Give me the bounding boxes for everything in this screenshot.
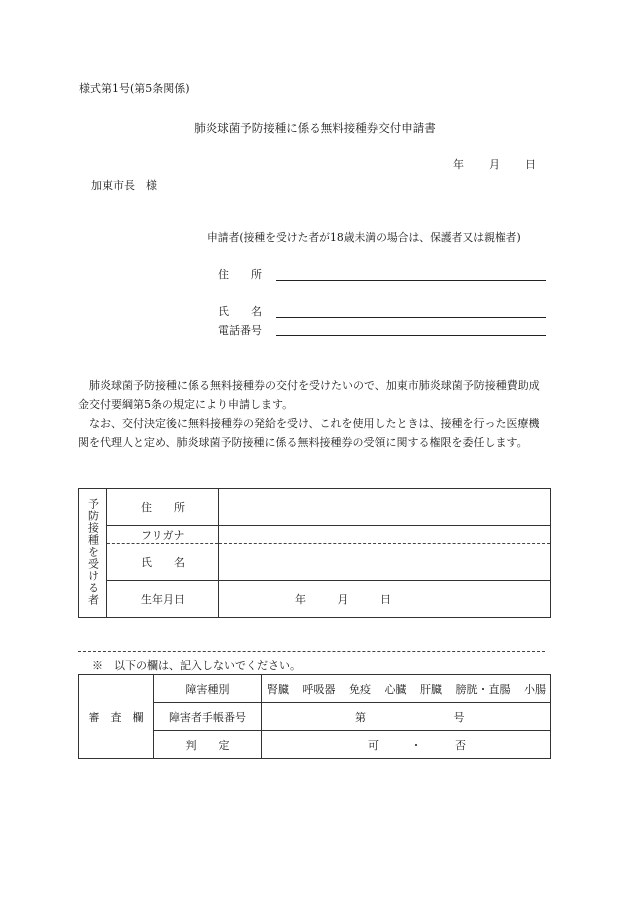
recipient-address-label: 住 所 bbox=[107, 489, 219, 526]
applicant-address-label: 住 所 bbox=[218, 268, 262, 281]
cut-line-divider bbox=[78, 651, 545, 652]
judgment-ng: 否 bbox=[455, 738, 466, 752]
office-use-note: ※ 以下の欄は、記入しないでください。 bbox=[92, 659, 301, 672]
review-table bbox=[78, 674, 551, 759]
review-side-label: 審 査 欄 bbox=[79, 675, 154, 759]
disability-type-item: 免疫 bbox=[349, 682, 371, 696]
recipient-table bbox=[78, 488, 551, 618]
judgment-label: 判 定 bbox=[154, 731, 262, 759]
dob-day-label: 日 bbox=[380, 593, 391, 606]
recipient-furigana-field[interactable] bbox=[219, 526, 551, 544]
disability-types-list bbox=[267, 681, 546, 697]
applicant-name-line[interactable] bbox=[276, 317, 546, 318]
applicant-name-label: 氏 名 bbox=[218, 305, 262, 318]
dob-year-label: 年 bbox=[295, 593, 306, 606]
date-month-label: 月 bbox=[489, 158, 500, 171]
date-year-label: 年 bbox=[453, 158, 464, 171]
judgment-ok: 可 bbox=[368, 738, 379, 752]
body-paragraph-1: 肺炎球菌予防接種に係る無料接種券の交付を受けたいので、加東市肺炎球菌予防接種費助成金交付要綱第5条の規定により申請します。 bbox=[78, 379, 540, 411]
disability-type-label: 障害種別 bbox=[154, 675, 262, 703]
recipient-side-cell bbox=[79, 489, 107, 618]
applicant-phone-line[interactable] bbox=[276, 335, 546, 336]
recipient-dob-field[interactable] bbox=[219, 581, 551, 618]
recipient-name-field[interactable] bbox=[219, 544, 551, 581]
addressee: 加東市長 様 bbox=[91, 179, 157, 192]
recipient-address-field[interactable] bbox=[219, 489, 551, 526]
recipient-furigana-label: フリガナ bbox=[107, 526, 219, 544]
disability-type-item: 腎臓 bbox=[267, 682, 289, 696]
disability-type-item: 肝臓 bbox=[420, 682, 442, 696]
disability-type-item: 膀胱・直腸 bbox=[455, 682, 511, 696]
applicant-heading: 申請者(接種を受けた者が18歳未満の場合は、保護者又は親権者) bbox=[207, 231, 521, 244]
disability-type-item: 小腸 bbox=[524, 682, 546, 696]
recipient-side-label: 予防接種を受ける者 bbox=[86, 497, 100, 606]
disability-type-item: 呼吸器 bbox=[302, 682, 336, 696]
handbook-suffix: 号 bbox=[453, 710, 465, 724]
recipient-dob-label: 生年月日 bbox=[107, 581, 219, 618]
applicant-address-line[interactable] bbox=[276, 280, 546, 281]
disability-type-item: 心臓 bbox=[384, 682, 407, 696]
body-paragraph-2: なお、交付決定後に無料接種券の発給を受け、これを使用したときは、接種を行った医療機関を代理人と定め、肺炎球菌予防接種に係る無料接種券の受領に関する権限を委任します。 bbox=[78, 417, 540, 449]
recipient-name-label: 氏 名 bbox=[107, 544, 219, 581]
judgment-field bbox=[262, 731, 551, 759]
form-number: 様式第1号(第5条関係) bbox=[79, 82, 190, 95]
form-title: 肺炎球菌予防接種に係る無料接種券交付申請書 bbox=[194, 121, 436, 135]
applicant-phone-label: 電話番号 bbox=[218, 324, 262, 337]
handbook-prefix: 第 bbox=[355, 710, 366, 724]
handbook-number-field bbox=[262, 703, 551, 731]
handbook-number-label: 障害者手帳番号 bbox=[154, 703, 262, 731]
dob-month-label: 月 bbox=[337, 593, 349, 606]
judgment-separator: ・ bbox=[410, 738, 422, 752]
disability-types-cell bbox=[262, 675, 551, 703]
date-day-label: 日 bbox=[525, 158, 536, 171]
